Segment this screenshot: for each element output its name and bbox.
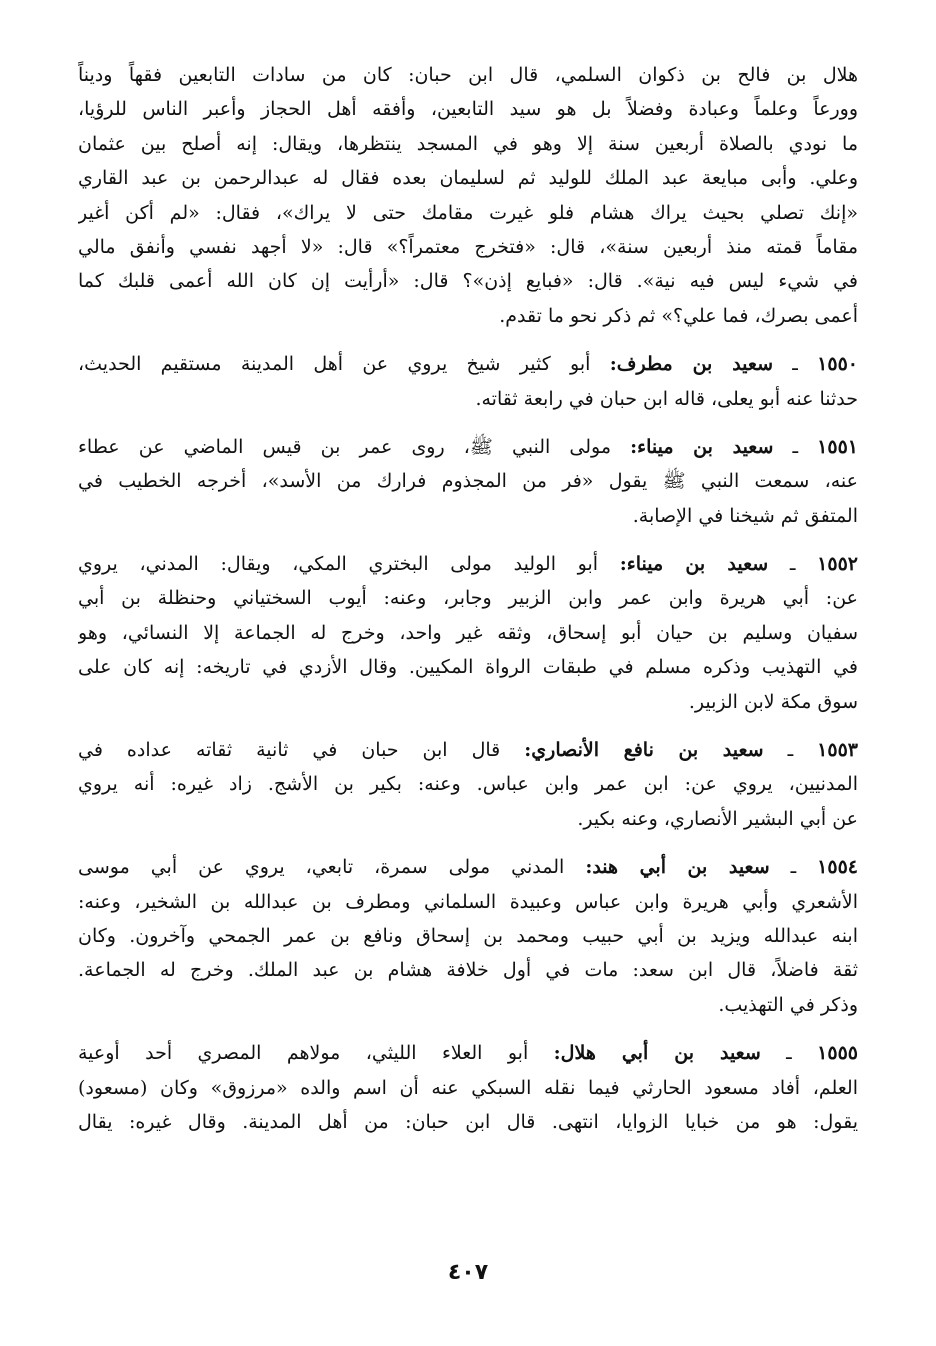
text-segment: قال ابن حبان في ثانية ثقاته عداده في [78,739,525,762]
text-line: حدثنا عنه أبو يعلى، قاله ابن حبان في رابعة ثقاته. [475,387,858,410]
text-line: «إنك تصلي بحيث يراك هشام فلو غيرت مقامك حتى لا يراك»، فقال: «لم أكن أغير [78,201,858,224]
text-line: يقول: هو من خبايا الزوايا، انتهى. قال ابن حبان: من أهل المدينة. وقال غيره: يقال [78,1110,858,1133]
continuation-paragraph [78,58,858,333]
entry-number: ١٥٥٥ [817,1042,858,1065]
text-line: وورعاً وعلماً وعبادة وفضلاً بل هو سيد التابعين، وأفقه أهل الحجاز وأعبر الناس للرؤيا، [78,98,858,121]
text-line: وعلي. وأبى مبايعة عبد الملك للوليد ثم لسليمان بعده فقال له عبدالرحمن بن عبد القاري [78,167,858,190]
entry-1552 [78,547,858,719]
entry-1554 [78,850,858,1022]
text-segment: المدني مولى سمرة، تابعي، يروي عن أبي موسى [78,856,586,879]
entry-number: ١٥٥٤ [817,856,858,879]
entry-1551 [78,430,858,533]
text-line: في شيء ليس فيه نية». قال: «فبايع إذن»؟ قال: «أرأيت إن كان الله أعمى قلبك كما [78,270,858,293]
entry-1550 [78,347,858,416]
entry-1553 [78,733,858,836]
entry-first-line: ١٥٥٠ ـ سعيد بن مطرف: أبو كثير شيخ يروي عن أهل المدينة مستقيم الحديث، [78,353,858,376]
text-segment: مولى النبي ﷺ، روى عمر بن قيس الماضي عن عطاء [78,435,631,458]
text-line: سفيان وسليم بن حيان أبو إسحاق، وثقه غير واحد، وخرج له الجماعة إلا النسائي، وهو [78,621,858,644]
entry-first-line: ١٥٥٢ ـ سعيد بن ميناء: أبو الوليد مولى البختري المكي، ويقال: المدني، يروي [78,553,858,576]
entry-1555 [78,1036,858,1139]
text-line: المدنيين، يروي عن: ابن عمر وابن عباس. وعنه: بكير بن الأشج. زاد غيره: أنه يروي [78,773,858,796]
entry-name: سعيد بن أبي هند: [585,856,770,879]
text-line: وذكر في التهذيب. [718,993,858,1016]
text-line: المتفق ثم شيخنا في الإصابة. [632,504,858,527]
entry-name: سعيد بن ميناء: [619,553,769,576]
page-number: ٤٠٧ [447,1260,489,1285]
entry-number: ١٥٥٣ [817,739,858,762]
text-line: عن أبي البشير الأنصاري، وعنه بكير. [577,807,858,830]
text-line: في التهذيب وذكره مسلم في طبقات الرواة المكيين. وقال الأزدي في تاريخه: إنه كان على [78,656,858,679]
entry-first-line: ١٥٥٤ ـ سعيد بن أبي هند: المدني مولى سمرة، تابعي، يروي عن أبي موسى [78,856,858,879]
entry-number: ١٥٥١ [817,435,858,458]
text-line: العلم، أفاد مسعود الحارثي فيما نقله السبكي عنه أن اسم والده «مرزوق» وكان (مسعود) [78,1076,858,1099]
text-segment: أبو كثير شيخ يروي عن أهل المدينة مستقيم الحديث، [78,353,610,376]
text-line: هلال بن فالح بن ذكوان السلمي، قال ابن حبان: كان من سادات التابعين فقهاً وديناً [78,64,858,86]
text-line: ما نودي بالصلاة أربعين سنة إلا وهو في المسجد ينتظرها، ويقال: إنه أصلح بين عثمان [78,132,858,155]
text-segment: أبو العلاء الليثي، مولاهم المصري أحد أوعية [78,1042,554,1065]
page-body [78,58,858,1153]
text-line: ثقة فاضلاً، قال ابن سعد: مات في أول خلافة هشام بن عبد الملك. وخرج له الجماعة. [78,959,858,982]
text-line: أعمى بصرك، فما علي؟» ثم ذكر نحو ما تقدم. [499,304,858,327]
text-line: ابنه عبدالله ويزيد بن أبي حبيب ومحمد بن إسحاق ونافع بن عمر الجمحي وآخرون. وكان [78,924,858,947]
entry-name: سعيد بن ميناء: [630,435,774,458]
entry-number: ١٥٥٢ [817,553,858,576]
entry-name: سعيد بن مطرف: [609,353,773,376]
text-segment: أبو الوليد مولى البختري المكي، ويقال: المدني، يروي [78,553,620,576]
entry-first-line: ١٥٥٣ ـ سعيد بن نافع الأنصاري: قال ابن حبان في ثانية ثقاته عداده في [78,739,858,762]
entry-name: سعيد بن أبي هلال: [553,1042,761,1065]
text-line: الأشعري وأبي هريرة وابن عباس وعبيدة السلماني ومطرف بن عبدالله بن الشخير، وعنه: [78,890,858,913]
entry-first-line: ١٥٥٥ ـ سعيد بن أبي هلال: أبو العلاء الليثي، مولاهم المصري أحد أوعية [78,1042,858,1065]
entry-name: سعيد بن نافع الأنصاري: [524,739,764,762]
text-line: عن: أبي هريرة وابن عمر وابن الزبير وجابر، وعنه: أيوب السختياني وحنظلة بن أبي [78,587,858,610]
text-line: سوق مكة لابن الزبير. [688,690,858,713]
text-line: مقاماً قمته منذ أربعين سنة»، قال: «فتخرج معتمراً؟» قال: «لا أجهد نفسي وأنفق مالي [78,235,858,258]
entry-first-line: ١٥٥١ ـ سعيد بن ميناء: مولى النبي ﷺ، روى عمر بن قيس الماضي عن عطاء [78,435,858,458]
entry-number: ١٥٥٠ [817,353,858,376]
text-line: عنه، سمعت النبي ﷺ يقول «فر من المجذوم فرارك من الأسد»، أخرجه الخطيب في [78,470,858,493]
